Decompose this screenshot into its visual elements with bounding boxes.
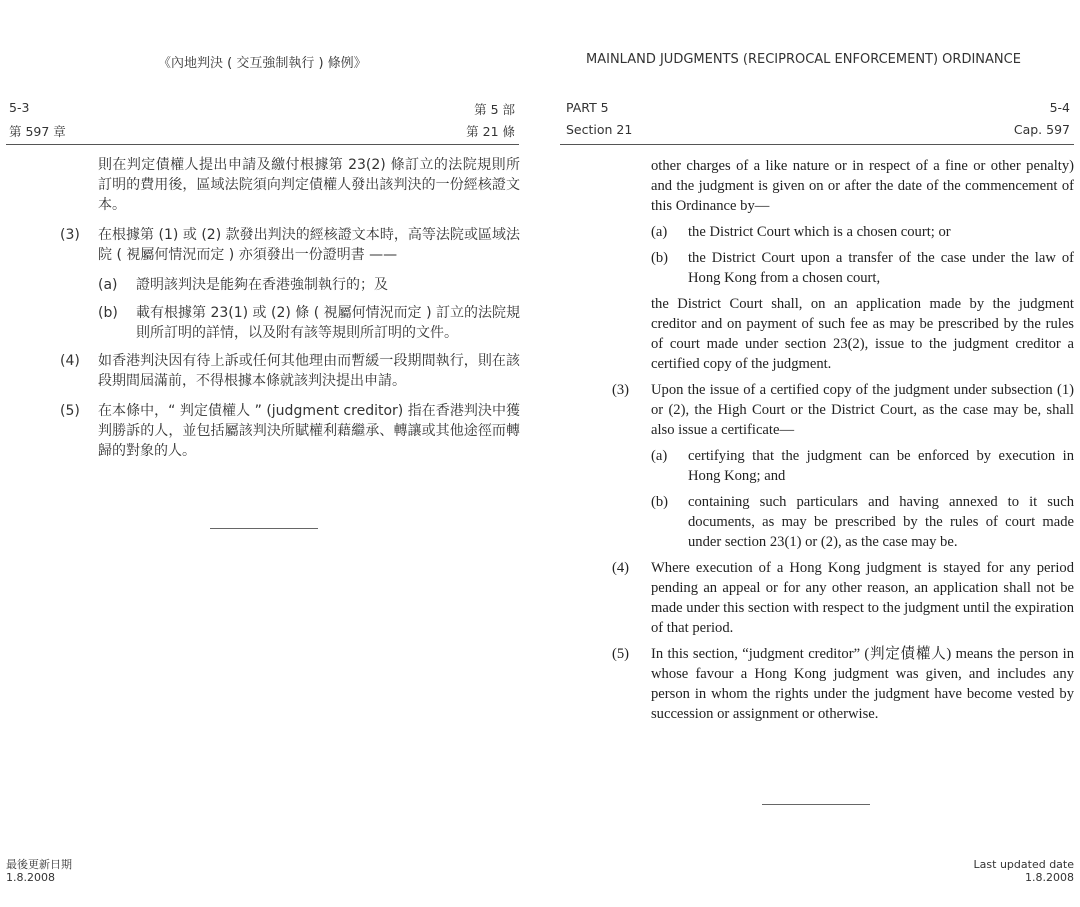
item-number: (5) [60,403,80,419]
left-footer-date: 1.8.2008 [6,871,55,884]
sub-text: containing such particulars and having annexed to it such documents, as may be prescribed by the rules of court made under section 23(1) or (2), as the case may be. [688,494,1074,550]
right-footer-date: 1.8.2008 [1025,871,1074,884]
item-number: (3) [612,382,630,398]
sub-number: (a) [98,277,118,293]
right-section-label: Section 21 [566,122,633,137]
item-number: (4) [612,560,630,576]
item-number: (5) [612,646,630,662]
left-item-5 [60,401,520,461]
sub-text: certifying that the judgment can be enforced by execution in Hong Kong; and [688,448,1074,484]
right-item-4 [612,558,1074,638]
item-text: Upon the issue of a certified copy of the judgment under subsection (1) or (2), the High Court or the District Court, as the case may be, shall also issue a certificate— [651,382,1074,438]
sub-text: the District Court which is a chosen court; or [688,224,951,240]
left-item-4 [60,351,520,391]
left-item-3 [60,225,520,265]
sub-number: (a) [651,448,668,464]
right-page-number: 5-4 [1049,100,1070,115]
right-chapter-label: Cap. 597 [1013,122,1070,137]
left-footer [6,858,72,884]
right-intro: other charges of a like nature or in respect of a fine or other penalty) and the judgment is given on or after the date of the commencement of this Ordinance by— [651,158,1074,214]
right-item-3 [612,380,1074,440]
right-continuation: the District Court shall, on an application made by the judgment creditor and on payment of such fee as may be prescribed by the rules of court made under section 23(2), issue to the judgment creditor a certified copy of the judgment. [651,296,1074,372]
item-text: 如香港判決因有待上訴或任何其他理由而暫緩一段期間執行，則在該段期間屆滿前，不得根據本條就該判決提出申請。 [98,353,520,389]
left-end-rule [210,528,318,529]
sub-text: 證明該判決是能夠在香港強制執行的；及 [136,277,388,293]
left-item-3b [98,303,520,343]
sub-text: the District Court upon a transfer of the case under the law of Hong Kong from a chosen court, [688,250,1074,286]
item-number: (4) [60,353,80,369]
right-header-rule [560,144,1074,145]
sub-number: (a) [651,224,668,240]
sub-text: 載有根據第 23(1) 或 (2) 條 ( 視屬何情況而定 ) 訂立的法院規則所訂明的詳情，以及附有該等規則所訂明的文件。 [136,305,521,341]
item-text: In this section, “judgment creditor” (判定債權人) means the person in whose favour a Hong Kong judgment was given, and includes any person in whom the rights under the judgment have become vested by succession or assignment or otherwise. [651,646,1074,722]
sub-number: (b) [651,494,669,510]
sub-number: (b) [98,305,118,321]
item-number: (3) [60,227,80,243]
left-body [60,155,520,471]
right-footer-label: Last updated date [973,858,1074,871]
left-page-title: 《內地判決 ( 交互強制執行 ) 條例》 [158,56,367,71]
right-end-rule [762,804,870,805]
right-page-title: MAINLAND JUDGMENTS (RECIPROCAL ENFORCEMENT) ORDINANCE [586,52,1021,67]
right-part-label: PART 5 [566,100,609,115]
right-footer [974,858,1074,884]
right-item-3b [651,492,1074,552]
right-body [612,156,1074,730]
left-section-label: 第 21 條 [466,124,515,139]
item-text: 在本條中，“ 判定債權人 ” (judgment creditor) 指在香港判決中獲判勝訴的人，並包括屬該判決所賦權利藉繼承、轉讓或其他途徑而轉歸的對象的人。 [98,403,520,459]
item-text: 在根據第 (1) 或 (2) 款發出判決的經核證文本時，高等法院或區域法院 ( 視屬何情況而定 ) 亦須發出一份證明書 —— [98,227,520,263]
right-item-a [651,222,1074,242]
left-footer-label: 最後更新日期 [6,858,72,871]
right-item-b [651,248,1074,288]
left-header-rule [6,144,519,145]
right-item-5 [612,644,1074,724]
item-text: Where execution of a Hong Kong judgment is stayed for any period pending an appeal or for any other reason, an application shall not be made under this section with respect to the judgment until the expiration of that period. [651,560,1074,636]
left-part-label: 第 5 部 [474,102,515,117]
right-item-3a [651,446,1074,486]
left-chapter-label: 第 597 章 [9,124,66,139]
left-item-3a [98,275,520,295]
sub-number: (b) [651,250,669,266]
left-intro: 則在判定債權人提出申請及繳付根據第 23(2) 條訂立的法院規則所訂明的費用後，區域法院須向判定債權人發出該判決的一份經核證文本。 [98,157,520,213]
left-page-number: 5-3 [9,100,30,115]
